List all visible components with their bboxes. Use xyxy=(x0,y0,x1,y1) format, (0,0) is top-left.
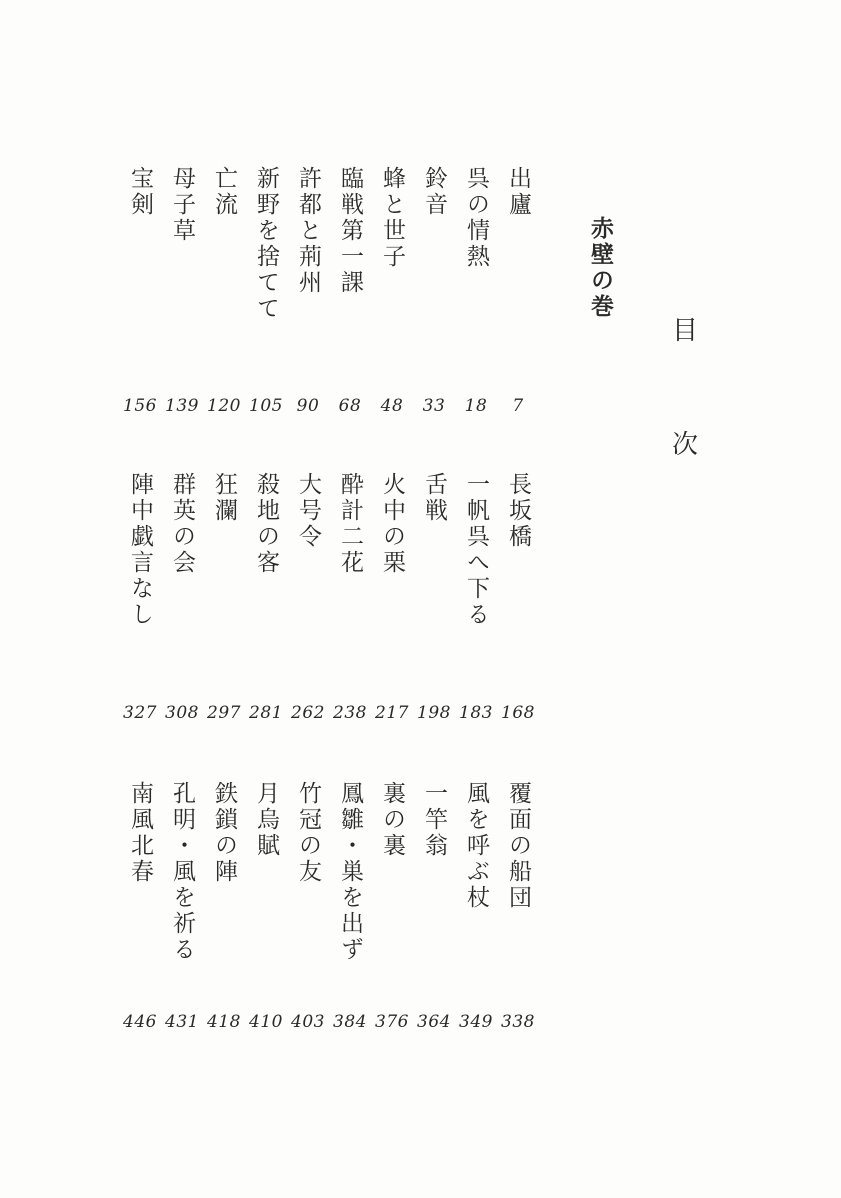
page-number: 168 xyxy=(501,703,535,723)
chapter-title: 新野を捨てて xyxy=(253,166,279,322)
page-number: 238 xyxy=(333,703,367,723)
chapter-title: 長坂橋 xyxy=(505,472,531,550)
chapter-title: 鈴音 xyxy=(421,166,447,218)
page-number: 68 xyxy=(338,396,362,416)
page-number: 217 xyxy=(375,703,409,723)
chapter-title: 一竿翁 xyxy=(421,781,447,859)
page-number: 262 xyxy=(291,703,325,723)
page-number: 327 xyxy=(123,703,157,723)
chapter-title: 舌戦 xyxy=(421,472,447,524)
page-number: 308 xyxy=(165,703,199,723)
page-number: 198 xyxy=(417,703,451,723)
chapter-title: 許都と荊州 xyxy=(295,166,321,296)
toc-heading-char-2: 次 xyxy=(671,430,698,460)
chapter-title: 裏の裏 xyxy=(379,781,405,859)
page-number: 120 xyxy=(207,396,241,416)
page-number: 48 xyxy=(380,396,404,416)
chapter-title: 大号令 xyxy=(295,472,321,550)
page-number: 338 xyxy=(501,1012,535,1032)
page-number: 7 xyxy=(512,396,524,416)
chapter-title: 火中の栗 xyxy=(379,472,405,576)
page-number: 403 xyxy=(291,1012,325,1032)
chapter-title: 酔計二花 xyxy=(337,472,363,576)
page-number: 431 xyxy=(165,1012,199,1032)
page-number: 364 xyxy=(417,1012,451,1032)
chapter-title: 出廬 xyxy=(505,166,531,218)
volume-title: 赤壁の巻 xyxy=(587,216,614,320)
page-number: 349 xyxy=(459,1012,493,1032)
page-number: 90 xyxy=(296,396,320,416)
chapter-title: 群英の会 xyxy=(169,472,195,576)
page-number: 281 xyxy=(249,703,283,723)
page-number: 384 xyxy=(333,1012,367,1032)
chapter-title: 鳳雛・巣を出ず xyxy=(337,781,363,963)
page-number: 418 xyxy=(207,1012,241,1032)
page-number: 446 xyxy=(123,1012,157,1032)
chapter-title: 竹冠の友 xyxy=(295,781,321,885)
page-number: 410 xyxy=(249,1012,283,1032)
chapter-title: 狂瀾 xyxy=(211,472,237,524)
page-number: 18 xyxy=(464,396,488,416)
chapter-title: 殺地の客 xyxy=(253,472,279,576)
chapter-title: 一帆呉へ下る xyxy=(463,472,489,628)
chapter-title: 臨戦第一課 xyxy=(337,166,363,296)
page-number: 156 xyxy=(123,396,157,416)
chapter-title: 蜂と世子 xyxy=(379,166,405,270)
chapter-title: 覆面の船団 xyxy=(505,781,531,911)
page-number: 376 xyxy=(375,1012,409,1032)
toc-heading-char-1: 目 xyxy=(671,316,698,346)
chapter-title: 風を呼ぶ杖 xyxy=(463,781,489,911)
chapter-title: 孔明・風を祈る xyxy=(169,781,195,963)
page-number: 105 xyxy=(249,396,283,416)
page-number: 183 xyxy=(459,703,493,723)
page-number: 139 xyxy=(165,396,199,416)
chapter-title: 宝剣 xyxy=(127,166,153,218)
chapter-title: 呉の情熱 xyxy=(463,166,489,270)
page-number: 33 xyxy=(422,396,446,416)
chapter-title: 陣中戯言なし xyxy=(127,472,153,628)
chapter-title: 母子草 xyxy=(169,166,195,244)
page-number: 297 xyxy=(207,703,241,723)
chapter-title: 南風北春 xyxy=(127,781,153,885)
chapter-title: 亡流 xyxy=(211,166,237,218)
chapter-title: 鉄鎖の陣 xyxy=(211,781,237,885)
chapter-title: 月烏賦 xyxy=(253,781,279,859)
